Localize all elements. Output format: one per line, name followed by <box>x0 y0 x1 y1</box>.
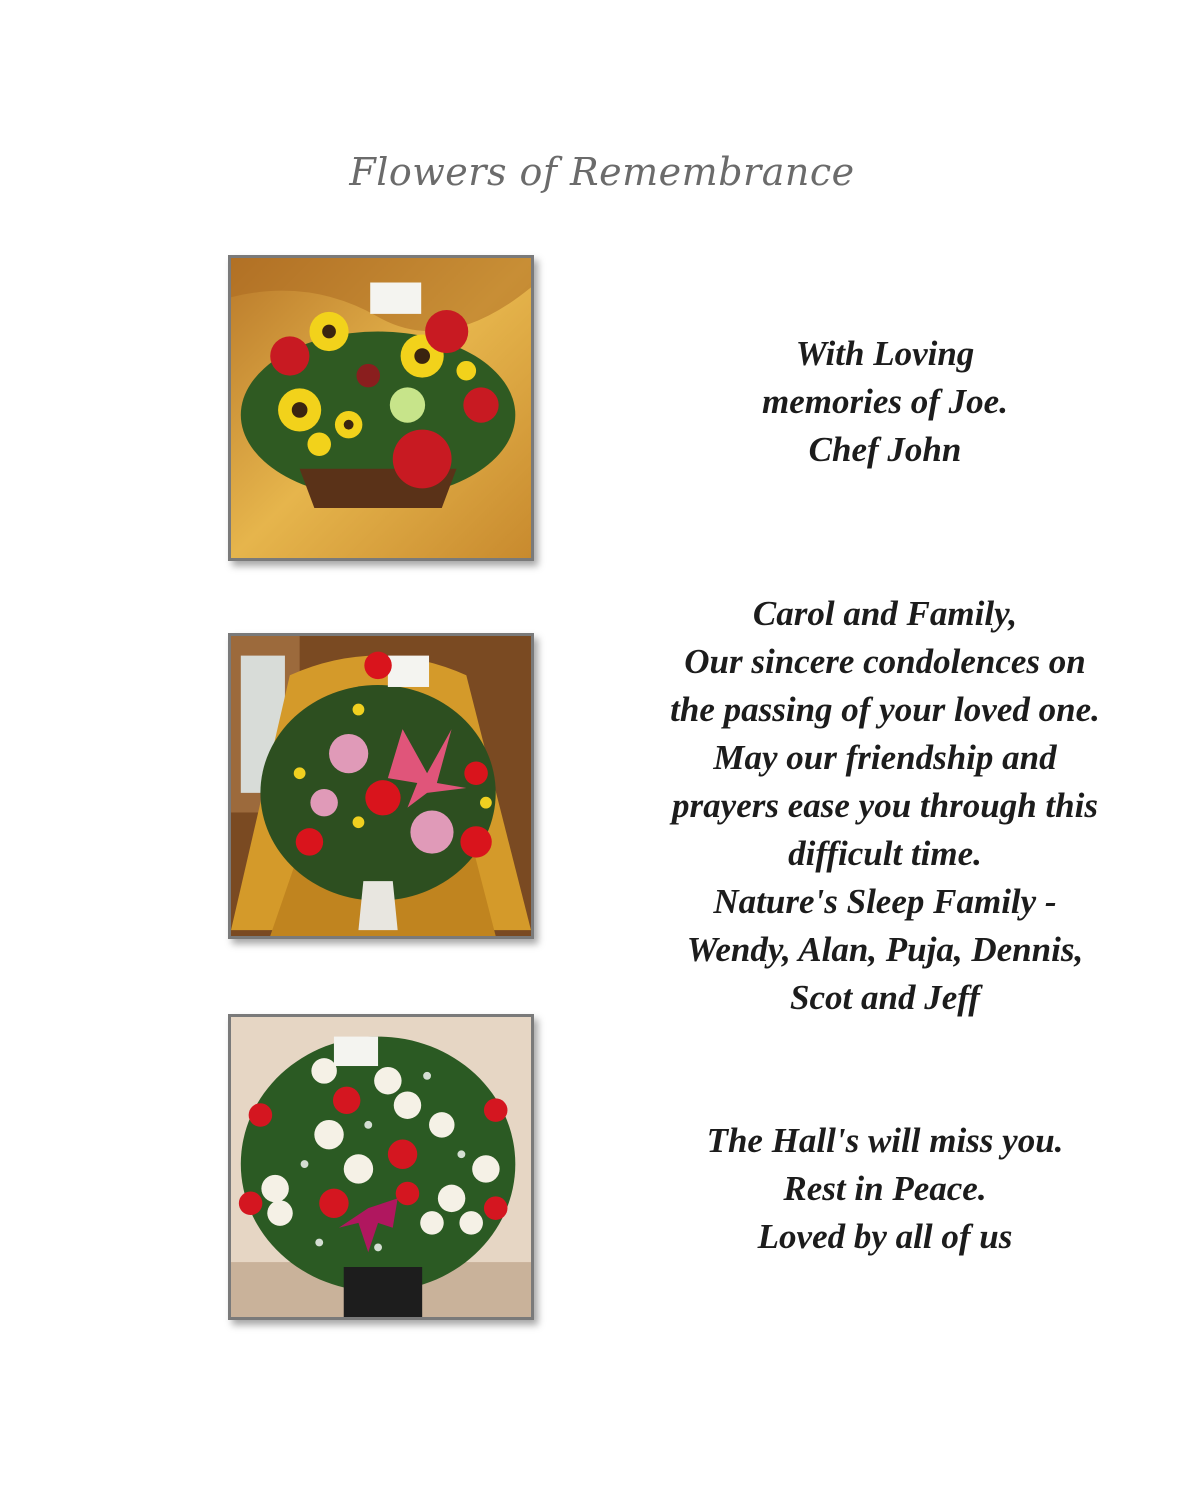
message-line: Carol and Family, <box>752 594 1018 633</box>
flower-photo-3 <box>228 1014 534 1320</box>
message-line: The Hall's will miss you. <box>706 1121 1064 1160</box>
message-line: Our sincere condolences on <box>684 642 1086 681</box>
message-line: Nature's Sleep Family - <box>713 882 1057 921</box>
message-line: With Loving <box>795 334 975 373</box>
message-line: the passing of your loved one. <box>670 690 1100 729</box>
message-line: Scot and Jeff <box>790 978 980 1017</box>
message-line: memories of Joe. <box>762 382 1008 421</box>
message-line: Wendy, Alan, Puja, Dennis, <box>686 930 1084 969</box>
message-line: Chef John <box>808 430 962 469</box>
flower-photo-1 <box>228 255 534 561</box>
flower-arrangement-lilies-icon <box>231 636 531 936</box>
flower-arrangement-roses-icon <box>231 1017 531 1317</box>
message-2 <box>620 590 1150 1022</box>
message-line: Loved by all of us <box>757 1217 1013 1256</box>
message-line: May our friendship and <box>713 738 1057 777</box>
message-line: difficult time. <box>788 834 982 873</box>
flower-photo-2 <box>228 633 534 939</box>
message-line: prayers ease you through this <box>672 786 1098 825</box>
message-3 <box>620 1117 1150 1261</box>
page-title: Flowers of Remembrance <box>349 150 855 194</box>
message-1 <box>620 330 1150 474</box>
flower-basket-sunflowers-icon <box>231 258 531 558</box>
message-line: Rest in Peace. <box>783 1169 987 1208</box>
